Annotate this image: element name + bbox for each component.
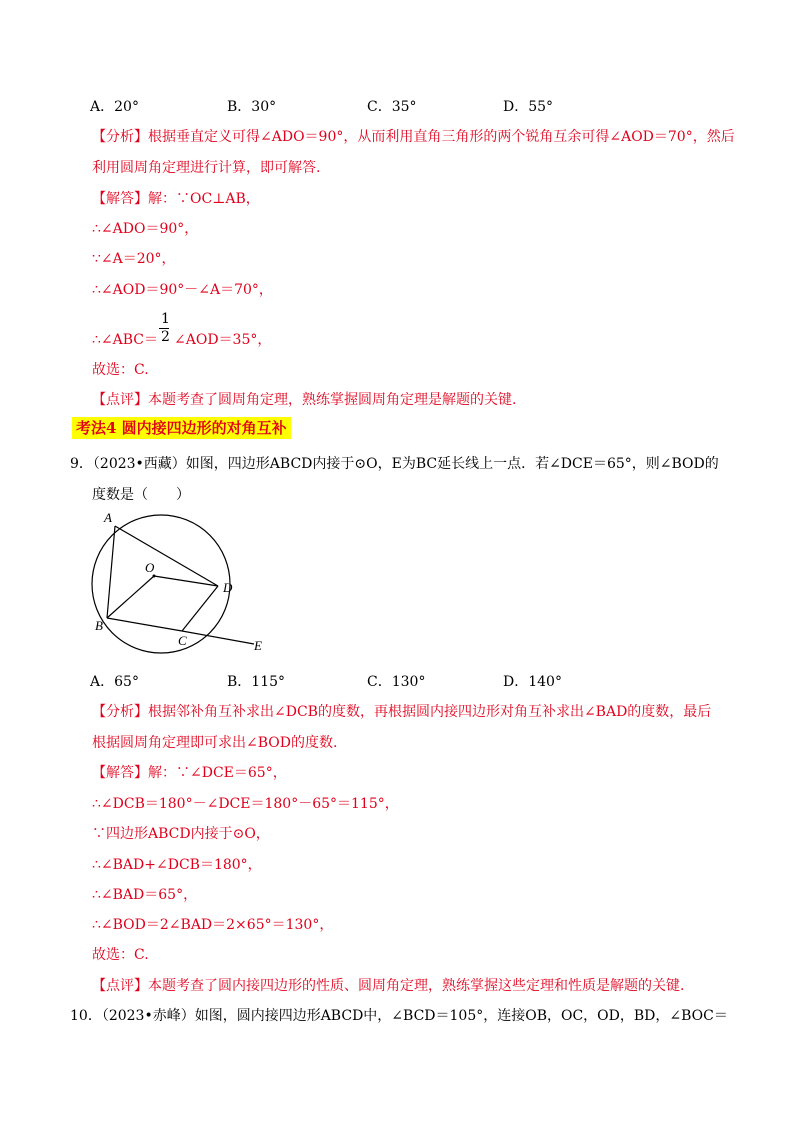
segment-bc (107, 618, 182, 631)
q9-stem-line-1: 9．（2023•西藏）如图，四边形ABCD内接于⊙O，E为BC延长线上一点．若∠DCE＝65°，则∠BOD的 (70, 456, 719, 472)
q9-step-2: ∵四边形ABCD内接于⊙O， (92, 826, 270, 842)
segment-ce (182, 631, 254, 644)
label-d: D (223, 580, 233, 595)
segment-cd (182, 586, 218, 631)
q8-step-4-prefix: ∴∠ABC＝ (92, 332, 159, 348)
q8-step-2: ∵∠A＝20°， (92, 251, 176, 267)
q9-step-3: ∴∠BAD+∠DCB＝180°， (92, 857, 262, 873)
q8-option-b: B．30° (227, 99, 277, 115)
q8-step-1: ∴∠ADO＝90°， (92, 221, 199, 237)
q10-stem-line-1: 10．（2023•赤峰）如图，圆内接四边形ABCD中，∠BCD＝105°，连接OB，OC，OD，BD，∠BOC＝ (70, 1008, 728, 1024)
q9-step-1: ∴∠DCB＝180°－∠DCE＝180°－65°＝115°， (92, 796, 399, 812)
q9-option-a: A．65° (90, 674, 139, 690)
q9-analysis-line-2: 根据圆周角定理即可求出∠BOD的度数. (92, 735, 338, 751)
label-b: B (95, 618, 103, 633)
label-e: E (254, 638, 262, 653)
q8-comment: 【点评】本题考查了圆周角定理，熟练掌握圆周角定理是解题的关键. (92, 392, 517, 408)
circle-o (92, 515, 230, 653)
q9-geometry-figure (82, 508, 282, 658)
segment-ad (115, 526, 218, 586)
q9-solution-head: 【解答】解：∵∠DCE＝65°， (92, 765, 287, 781)
q9-step-5: ∴∠BOD＝2∠BAD＝2×65°＝130°， (92, 917, 334, 933)
q8-step-4-suffix: ∠AOD＝35°， (174, 332, 272, 348)
q8-fraction-numerator: 1 (161, 311, 170, 327)
section-heading: 考法4 圆内接四边形的对角互补 (72, 417, 291, 439)
q9-option-c: C．130° (367, 674, 426, 690)
q9-analysis-line-1: 【分析】根据邻补角互补求出∠DCB的度数，再根据圆内接四边形对角互补求出∠BAD的度数，最后 (92, 704, 712, 720)
q9-option-d: D．140° (503, 674, 562, 690)
label-a: A (104, 510, 112, 525)
q9-comment: 【点评】本题考查了圆内接四边形的性质、圆周角定理，熟练掌握这些定理和性质是解题的关键. (92, 978, 685, 994)
q9-answer: 故选：C. (92, 947, 149, 963)
q8-fraction-denominator: 2 (161, 329, 170, 345)
q9-option-b: B．115° (227, 674, 286, 690)
q8-option-c: C．35° (367, 99, 417, 115)
q8-option-a: A．20° (90, 99, 139, 115)
label-o: O (145, 560, 155, 575)
q9-stem-line-2: 度数是（ ） (92, 487, 190, 503)
q8-step-3: ∴∠AOD＝90°－∠A＝70°， (92, 282, 273, 298)
segment-ob (107, 576, 154, 618)
q8-solution-head: 【解答】解：∵OC⊥AB， (92, 191, 260, 207)
q8-option-d: D．55° (503, 99, 554, 115)
q8-answer: 故选：C. (92, 362, 149, 378)
q8-analysis-line-1: 【分析】根据垂直定义可得∠ADO＝90°，从而利用直角三角形的两个锐角互余可得∠AOD＝70°，然后 (92, 129, 735, 145)
q9-step-4: ∴∠BAD＝65°， (92, 887, 198, 903)
q8-analysis-line-2: 利用圆周角定理进行计算，即可解答. (92, 160, 321, 176)
label-c: C (178, 633, 187, 648)
